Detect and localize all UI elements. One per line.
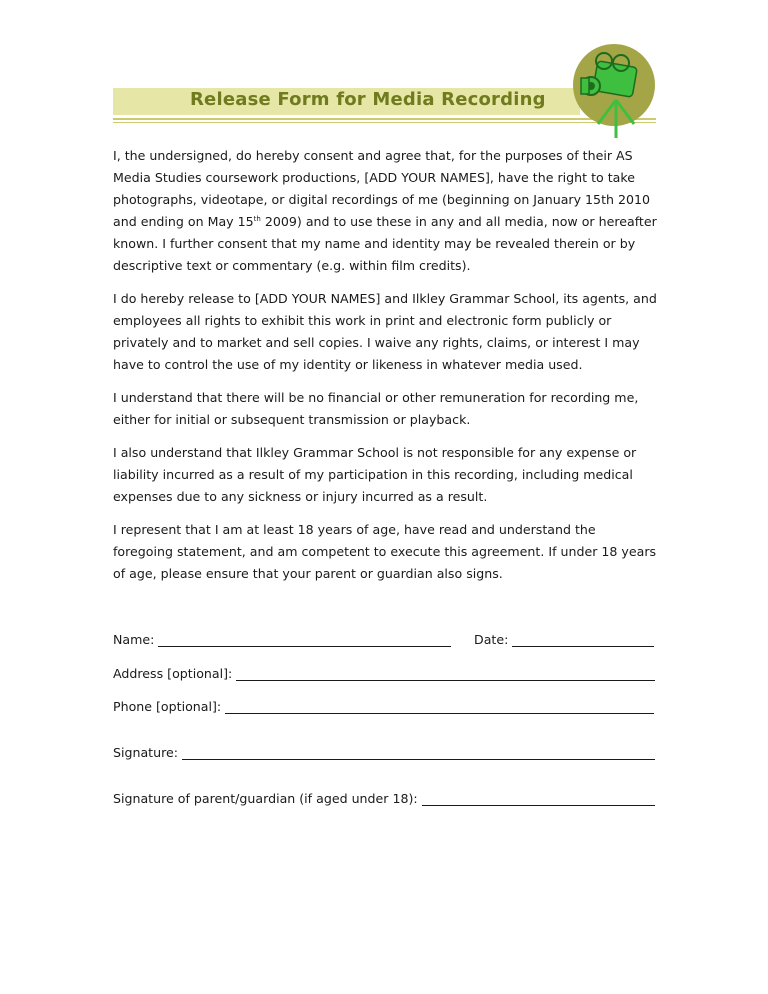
address-field[interactable] bbox=[113, 666, 655, 681]
parent-signature-label: Signature of parent/guardian (if aged under 18): bbox=[113, 791, 418, 806]
paragraph-consent: I, the undersigned, do hereby consent and agree that, for the purposes of their AS Media Studies coursework productions, [ADD YOUR NAMES], have the right to take photographs, videotape, or digital recordings of me (beginning on January 15th 2010 and ending on May 15th 2009) and to use these in any and all media, now or hereafter known. I further consent that my name and identity may be revealed therein or by descriptive text or commentary (e.g. within film credits). bbox=[113, 148, 657, 273]
paragraph-release: I do hereby release to [ADD YOUR NAMES] and Ilkley Grammar School, its agents, and employees all rights to exhibit this work in print and electronic form publicly or privately and to market and sell copies. I waive any rights, claims, or interest I may have to control the use of my identity or likeness in whatever media used. bbox=[113, 291, 657, 372]
phone-line[interactable] bbox=[225, 701, 654, 714]
paragraph-liability: I also understand that Ilkley Grammar School is not responsible for any expense or liability incurred as a result of my participation in this recording, including medical expenses due to any sickness or injury incurred as a result. bbox=[113, 445, 637, 504]
address-line[interactable] bbox=[236, 668, 655, 681]
phone-field[interactable] bbox=[113, 699, 654, 714]
video-camera-icon bbox=[571, 42, 657, 138]
page-title: Release Form for Media Recording bbox=[190, 89, 546, 110]
date-label: Date: bbox=[474, 632, 509, 647]
name-field[interactable] bbox=[113, 632, 451, 647]
date-field[interactable] bbox=[474, 632, 654, 647]
signature-label: Signature: bbox=[113, 745, 178, 760]
parent-signature-line[interactable] bbox=[422, 793, 655, 806]
phone-label: Phone [optional]: bbox=[113, 699, 222, 714]
paragraph-remuneration: I understand that there will be no financial or other remuneration for recording me, either for initial or subsequent transmission or playback. bbox=[113, 390, 639, 427]
date-line[interactable] bbox=[512, 634, 654, 647]
name-label: Name: bbox=[113, 632, 155, 647]
parent-signature-field[interactable] bbox=[113, 791, 655, 806]
signature-field[interactable] bbox=[113, 745, 655, 760]
consent-text bbox=[113, 145, 658, 596]
address-label: Address [optional]: bbox=[113, 666, 233, 681]
signature-line[interactable] bbox=[182, 747, 655, 760]
paragraph-age: I represent that I am at least 18 years of age, have read and understand the foregoing statement, and am competent to execute this agreement. If under 18 years of age, please ensure that your parent or guardian also signs. bbox=[113, 522, 657, 581]
name-line[interactable] bbox=[158, 634, 451, 647]
